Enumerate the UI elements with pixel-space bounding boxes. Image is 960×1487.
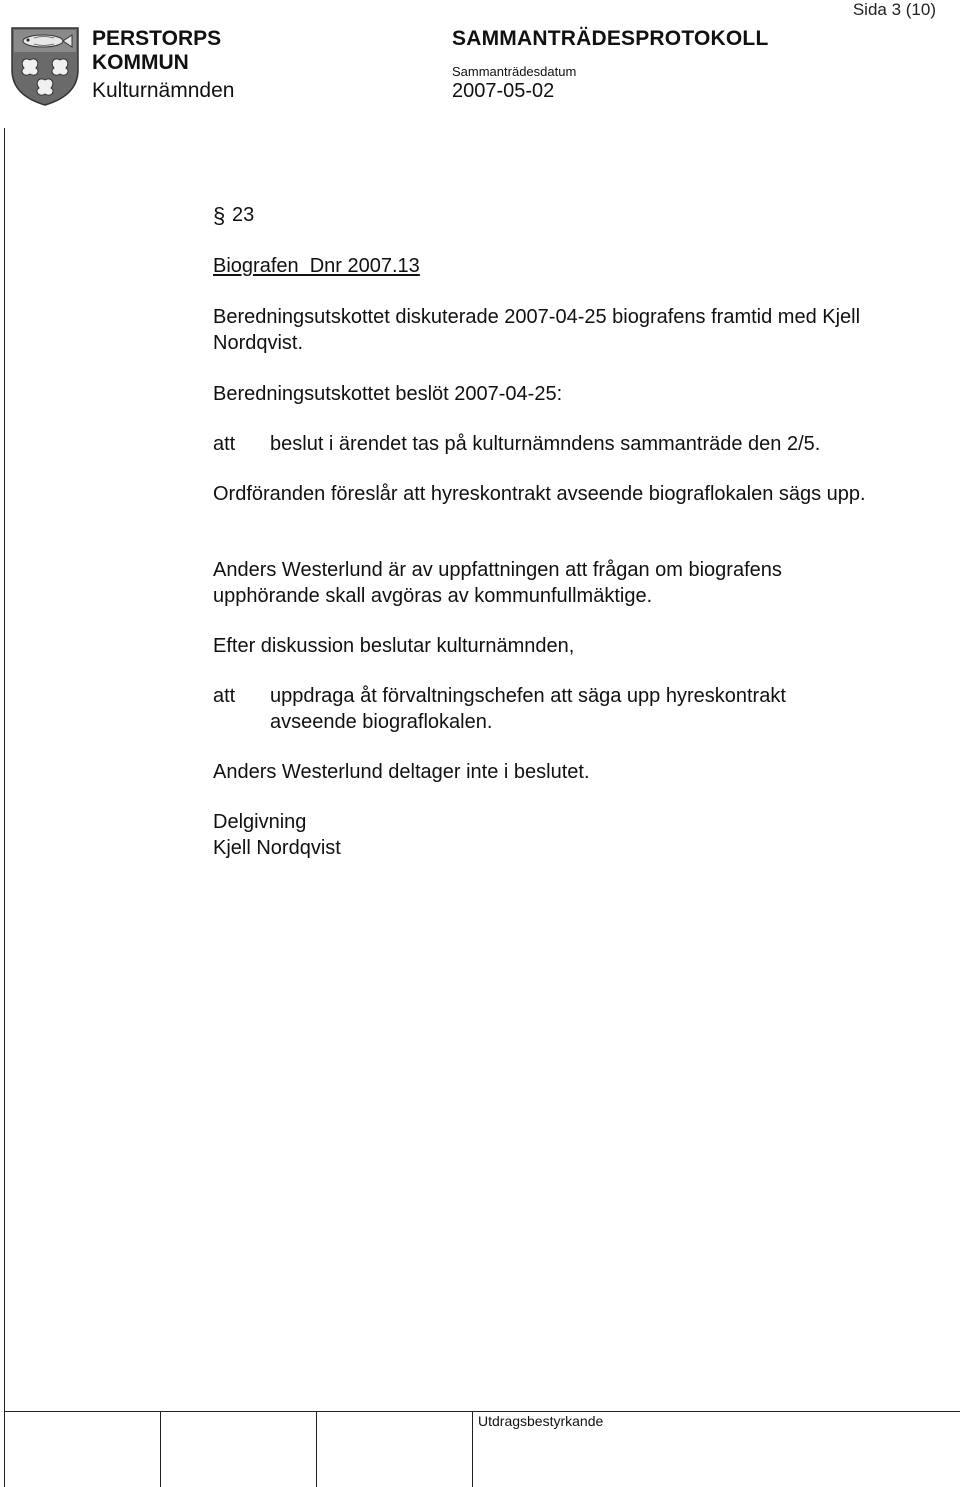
paragraph-recusal: Anders Westerlund deltager inte i beslutet. bbox=[213, 761, 590, 783]
left-margin-rule bbox=[4, 128, 5, 1411]
page-number: Sida 3 (10) bbox=[852, 0, 936, 19]
paragraph-committee-decision-intro: Beredningsutskottet beslöt 2007-04-25: bbox=[213, 383, 563, 405]
distribution-label: Delgivning bbox=[213, 811, 307, 833]
footer-rule bbox=[4, 1411, 960, 1412]
document-title: SAMMANTRÄDESPROTOKOLL bbox=[452, 27, 769, 50]
paragraph-discussion: Beredningsutskottet diskuterade 2007-04-25 biografens framtid med Kjell Nordqvist. bbox=[213, 306, 861, 354]
organisation-name-line-2: KOMMUN bbox=[92, 51, 189, 74]
signature-box-divider bbox=[472, 1411, 473, 1487]
municipal-coat-of-arms-icon bbox=[10, 26, 80, 106]
footer-box-border bbox=[4, 1411, 5, 1487]
certification-label: Utdragsbestyrkande bbox=[478, 1413, 604, 1429]
signature-box-divider bbox=[160, 1411, 161, 1487]
meeting-date-label: Sammanträdesdatum bbox=[452, 64, 577, 79]
organisation-name-line-1: PERSTORPS bbox=[92, 27, 222, 50]
section-symbol: § bbox=[213, 203, 226, 228]
section-number: 23 bbox=[232, 204, 255, 226]
decision-att-text: uppdraga åt förvaltningschefen att säga upp hyreskontrakt avseende biograflokalen. bbox=[270, 685, 786, 733]
committee-name: Kulturnämnden bbox=[92, 79, 235, 102]
decision-att-label: att bbox=[213, 685, 236, 707]
item-heading: Biografen Dnr 2007.13 bbox=[213, 255, 420, 277]
paragraph-decision-intro: Efter diskussion beslutar kulturnämnden, bbox=[213, 635, 575, 657]
paragraph-westerlund-view: Anders Westerlund är av uppfattningen att frågan om biografens upphörande skall avgöras av kommunfullmäktige. bbox=[213, 559, 782, 607]
distribution-recipient: Kjell Nordqvist bbox=[213, 837, 341, 859]
decision-att-text: beslut i ärendet tas på kulturnämndens sammanträde den 2/5. bbox=[270, 433, 821, 455]
paragraph-chair-proposal: Ordföranden föreslår att hyreskontrakt avseende biograflokalen sägs upp. bbox=[213, 483, 866, 505]
decision-att-label: att bbox=[213, 433, 236, 455]
meeting-date-value: 2007-05-02 bbox=[452, 80, 555, 102]
signature-box-divider bbox=[316, 1411, 317, 1487]
